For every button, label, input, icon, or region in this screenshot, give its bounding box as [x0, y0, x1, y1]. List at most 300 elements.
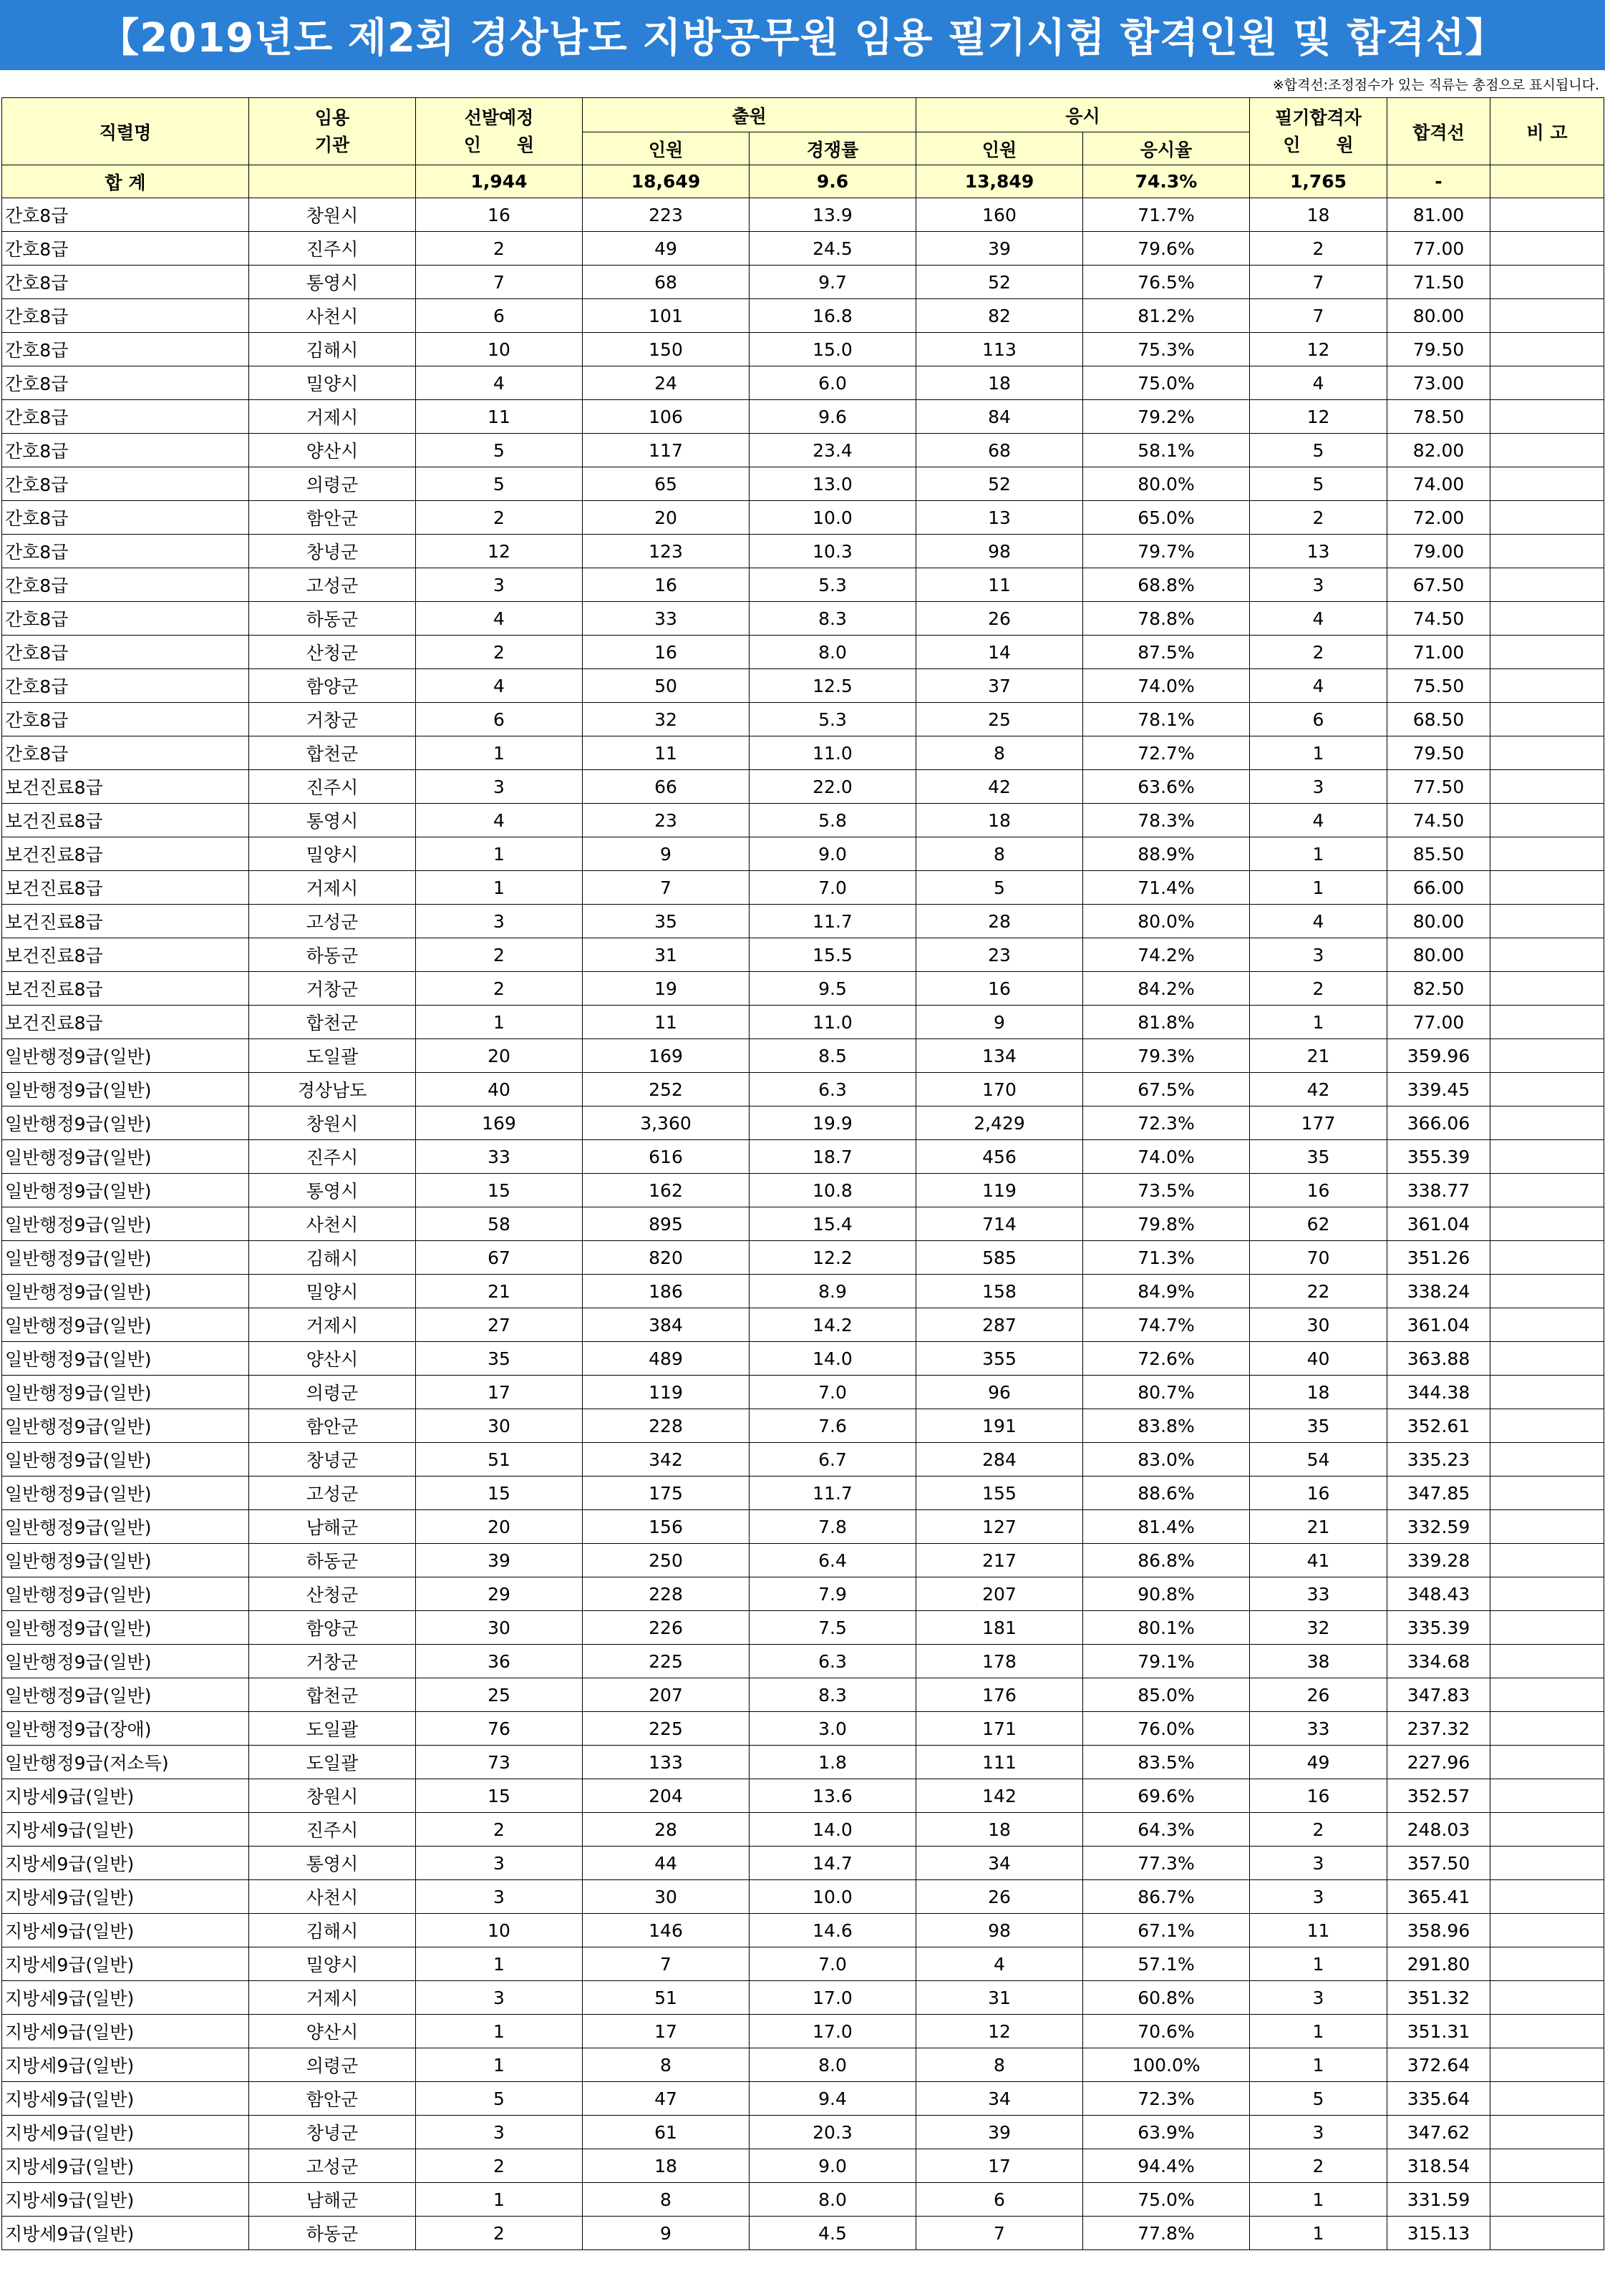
cell-job: 간호8급	[2, 535, 249, 568]
cell-remark	[1490, 2217, 1604, 2250]
cell-exam-rate: 84.9%	[1083, 1275, 1250, 1308]
cell-plan: 10	[416, 1914, 583, 1947]
cell-job: 지방세9급(일반)	[2, 2149, 249, 2183]
cell-org: 창녕군	[249, 1443, 416, 1477]
cell-exam-rate: 83.0%	[1083, 1443, 1250, 1477]
cell-cutoff: 74.50	[1387, 602, 1490, 636]
cell-apply-count: 16	[583, 568, 750, 602]
table-row	[2, 1477, 1604, 1510]
cell-apply-rate: 11.0	[750, 736, 916, 770]
table-row	[2, 1847, 1604, 1880]
cell-apply-count: 31	[583, 938, 750, 972]
cell-apply-rate: 9.0	[750, 837, 916, 871]
cell-exam-rate: 78.3%	[1083, 804, 1250, 837]
cell-apply-count: 342	[583, 1443, 750, 1477]
cell-pass: 62	[1250, 1207, 1387, 1241]
cell-pass: 2	[1250, 636, 1387, 669]
cell-remark	[1490, 198, 1604, 232]
cell-apply-count: 156	[583, 1510, 750, 1544]
total-apply-count: 18,649	[583, 165, 750, 198]
cell-org: 함안군	[249, 2082, 416, 2116]
cell-exam-rate: 83.5%	[1083, 1746, 1250, 1779]
cell-org: 밀양시	[249, 1947, 416, 1981]
table-row	[2, 2149, 1604, 2183]
cell-exam-rate: 88.9%	[1083, 837, 1250, 871]
cell-org: 함안군	[249, 501, 416, 535]
cell-org: 합천군	[249, 736, 416, 770]
cell-exam-rate: 72.3%	[1083, 1106, 1250, 1140]
cell-cutoff: 335.23	[1387, 1443, 1490, 1477]
cell-remark	[1490, 1443, 1604, 1477]
cell-org: 거창군	[249, 972, 416, 1006]
cell-exam-count: 9	[916, 1006, 1083, 1039]
cell-job: 일반행정9급(일반)	[2, 1275, 249, 1308]
cell-apply-rate: 8.3	[750, 1678, 916, 1712]
cell-job: 일반행정9급(일반)	[2, 1106, 249, 1140]
cell-org: 밀양시	[249, 366, 416, 400]
cell-org: 의령군	[249, 467, 416, 501]
cell-apply-rate: 6.4	[750, 1544, 916, 1577]
cell-job: 보건진료8급	[2, 972, 249, 1006]
cell-plan: 67	[416, 1241, 583, 1275]
cell-plan: 12	[416, 535, 583, 568]
cell-plan: 1	[416, 2048, 583, 2082]
cell-exam-count: 42	[916, 770, 1083, 804]
table-row	[2, 266, 1604, 299]
cell-remark	[1490, 1174, 1604, 1207]
cell-job: 보건진료8급	[2, 938, 249, 972]
table-row	[2, 2048, 1604, 2082]
cell-plan: 2	[416, 972, 583, 1006]
cell-exam-count: 96	[916, 1376, 1083, 1409]
cell-cutoff: 372.64	[1387, 2048, 1490, 2082]
table-row	[2, 535, 1604, 568]
cell-apply-rate: 15.0	[750, 333, 916, 366]
cell-apply-rate: 7.9	[750, 1577, 916, 1611]
cell-apply-count: 16	[583, 636, 750, 669]
cell-apply-count: 7	[583, 1947, 750, 1981]
cell-exam-count: 355	[916, 1342, 1083, 1376]
cell-exam-rate: 74.7%	[1083, 1308, 1250, 1342]
cell-pass: 35	[1250, 1409, 1387, 1443]
cell-org: 통영시	[249, 266, 416, 299]
cell-exam-count: 82	[916, 299, 1083, 333]
cell-apply-count: 44	[583, 1847, 750, 1880]
cell-apply-count: 66	[583, 770, 750, 804]
cell-cutoff: 80.00	[1387, 905, 1490, 938]
cell-pass: 3	[1250, 1880, 1387, 1914]
cell-apply-count: 204	[583, 1779, 750, 1813]
cell-exam-rate: 71.4%	[1083, 871, 1250, 905]
cell-job: 일반행정9급(일반)	[2, 1207, 249, 1241]
cell-pass: 7	[1250, 266, 1387, 299]
cell-remark	[1490, 1207, 1604, 1241]
cell-pass: 4	[1250, 804, 1387, 837]
cell-cutoff: 351.31	[1387, 2015, 1490, 2048]
cell-cutoff: 227.96	[1387, 1746, 1490, 1779]
cell-job: 지방세9급(일반)	[2, 2048, 249, 2082]
cell-org: 거창군	[249, 1645, 416, 1678]
cell-pass: 4	[1250, 366, 1387, 400]
cell-remark	[1490, 2116, 1604, 2149]
cell-plan: 16	[416, 198, 583, 232]
cell-exam-rate: 88.6%	[1083, 1477, 1250, 1510]
cell-remark	[1490, 1611, 1604, 1645]
cell-apply-count: 895	[583, 1207, 750, 1241]
cell-apply-rate: 19.9	[750, 1106, 916, 1140]
cell-job: 지방세9급(일반)	[2, 2183, 249, 2217]
cell-cutoff: 332.59	[1387, 1510, 1490, 1544]
cell-exam-rate: 70.6%	[1083, 2015, 1250, 2048]
cell-org: 남해군	[249, 2183, 416, 2217]
cell-cutoff: 77.50	[1387, 770, 1490, 804]
cell-plan: 4	[416, 602, 583, 636]
table-row	[2, 938, 1604, 972]
table-row	[2, 1880, 1604, 1914]
cell-exam-count: 14	[916, 636, 1083, 669]
cell-cutoff: 73.00	[1387, 366, 1490, 400]
cell-apply-rate: 14.6	[750, 1914, 916, 1947]
cell-exam-rate: 86.7%	[1083, 1880, 1250, 1914]
table-row	[2, 232, 1604, 266]
cell-job: 보건진료8급	[2, 871, 249, 905]
cell-exam-count: 142	[916, 1779, 1083, 1813]
cell-org: 거창군	[249, 703, 416, 736]
cell-exam-rate: 80.0%	[1083, 467, 1250, 501]
results-table	[1, 97, 1604, 2250]
cell-pass: 42	[1250, 1073, 1387, 1106]
cell-exam-rate: 67.1%	[1083, 1914, 1250, 1947]
cell-exam-rate: 80.0%	[1083, 905, 1250, 938]
cell-plan: 3	[416, 1981, 583, 2015]
table-row	[2, 1779, 1604, 1813]
cell-exam-rate: 79.7%	[1083, 535, 1250, 568]
cell-apply-count: 228	[583, 1409, 750, 1443]
cell-plan: 3	[416, 1880, 583, 1914]
cell-apply-rate: 23.4	[750, 434, 916, 467]
cell-job: 일반행정9급(일반)	[2, 1477, 249, 1510]
cell-remark	[1490, 232, 1604, 266]
cell-exam-rate: 81.8%	[1083, 1006, 1250, 1039]
cell-exam-rate: 67.5%	[1083, 1073, 1250, 1106]
cell-plan: 2	[416, 232, 583, 266]
cell-remark	[1490, 1477, 1604, 1510]
cutoff-note: ※합격선:조정점수가 있는 직류는 총점으로 표시됩니다.	[1272, 77, 1599, 93]
table-row	[2, 871, 1604, 905]
cell-exam-rate: 79.1%	[1083, 1645, 1250, 1678]
cell-apply-rate: 7.5	[750, 1611, 916, 1645]
cell-cutoff: 72.00	[1387, 501, 1490, 535]
cell-exam-rate: 90.8%	[1083, 1577, 1250, 1611]
cell-apply-count: 18	[583, 2149, 750, 2183]
cell-apply-rate: 22.0	[750, 770, 916, 804]
cell-plan: 1	[416, 2183, 583, 2217]
cell-org: 거제시	[249, 1981, 416, 2015]
cell-plan: 29	[416, 1577, 583, 1611]
cell-exam-count: 52	[916, 266, 1083, 299]
cell-remark	[1490, 2082, 1604, 2116]
cell-remark	[1490, 2149, 1604, 2183]
cell-exam-rate: 79.6%	[1083, 232, 1250, 266]
cell-job: 간호8급	[2, 501, 249, 535]
cell-apply-rate: 17.0	[750, 2015, 916, 2048]
table-row	[2, 1577, 1604, 1611]
cell-pass: 13	[1250, 535, 1387, 568]
table-row	[2, 1544, 1604, 1577]
cell-org: 양산시	[249, 2015, 416, 2048]
cell-pass: 1	[1250, 871, 1387, 905]
cell-apply-count: 19	[583, 972, 750, 1006]
cell-exam-count: 6	[916, 2183, 1083, 2217]
cell-org: 밀양시	[249, 837, 416, 871]
cell-org: 창원시	[249, 1779, 416, 1813]
cell-plan: 2	[416, 2217, 583, 2250]
cell-exam-rate: 86.8%	[1083, 1544, 1250, 1577]
cell-plan: 2	[416, 501, 583, 535]
cell-apply-count: 30	[583, 1880, 750, 1914]
cell-remark	[1490, 1914, 1604, 1947]
total-label: 합 계	[2, 165, 249, 198]
cell-apply-rate: 8.0	[750, 2048, 916, 2082]
cell-exam-rate: 72.6%	[1083, 1342, 1250, 1376]
table-row	[2, 2082, 1604, 2116]
cell-exam-rate: 84.2%	[1083, 972, 1250, 1006]
cell-org: 함양군	[249, 669, 416, 703]
cell-org: 고성군	[249, 1477, 416, 1510]
cell-cutoff: 79.50	[1387, 736, 1490, 770]
cell-pass: 6	[1250, 703, 1387, 736]
cell-cutoff: 68.50	[1387, 703, 1490, 736]
cell-exam-rate: 76.0%	[1083, 1712, 1250, 1746]
cell-plan: 33	[416, 1140, 583, 1174]
header-org-line1: 임용	[314, 107, 350, 128]
cell-cutoff: 339.45	[1387, 1073, 1490, 1106]
table-row	[2, 1510, 1604, 1544]
cell-apply-rate: 3.0	[750, 1712, 916, 1746]
cell-exam-count: 5	[916, 871, 1083, 905]
cell-apply-rate: 10.0	[750, 1880, 916, 1914]
cell-apply-count: 17	[583, 2015, 750, 2048]
cell-job: 간호8급	[2, 736, 249, 770]
cell-exam-rate: 79.3%	[1083, 1039, 1250, 1073]
cell-plan: 5	[416, 2082, 583, 2116]
cell-apply-rate: 6.0	[750, 366, 916, 400]
cell-job: 일반행정9급(일반)	[2, 1544, 249, 1577]
cell-exam-rate: 76.5%	[1083, 266, 1250, 299]
cell-apply-rate: 15.5	[750, 938, 916, 972]
cell-exam-count: 23	[916, 938, 1083, 972]
cell-exam-count: 127	[916, 1510, 1083, 1544]
cell-pass: 3	[1250, 568, 1387, 602]
table-row	[2, 568, 1604, 602]
cell-remark	[1490, 602, 1604, 636]
table-row	[2, 1981, 1604, 2015]
cell-plan: 2	[416, 636, 583, 669]
cell-remark	[1490, 501, 1604, 535]
cell-pass: 41	[1250, 1544, 1387, 1577]
cell-cutoff: 347.83	[1387, 1678, 1490, 1712]
cell-remark	[1490, 299, 1604, 333]
cell-cutoff: 357.50	[1387, 1847, 1490, 1880]
cell-pass: 7	[1250, 299, 1387, 333]
table-row	[2, 1039, 1604, 1073]
cell-apply-count: 65	[583, 467, 750, 501]
cell-exam-rate: 78.8%	[1083, 602, 1250, 636]
header-apply-rate: 경쟁률	[750, 132, 916, 165]
cell-cutoff: 348.43	[1387, 1577, 1490, 1611]
cell-job: 일반행정9급(일반)	[2, 1443, 249, 1477]
cell-job: 지방세9급(일반)	[2, 1847, 249, 1880]
cell-apply-count: 9	[583, 2217, 750, 2250]
cell-pass: 2	[1250, 1813, 1387, 1847]
cell-pass: 16	[1250, 1477, 1387, 1510]
table-row	[2, 1006, 1604, 1039]
cell-org: 의령군	[249, 1376, 416, 1409]
cell-org: 경상남도	[249, 1073, 416, 1106]
cell-apply-rate: 6.3	[750, 1073, 916, 1106]
cell-plan: 6	[416, 299, 583, 333]
cell-apply-count: 33	[583, 602, 750, 636]
cell-plan: 5	[416, 467, 583, 501]
cell-plan: 2	[416, 2149, 583, 2183]
table-row	[2, 2116, 1604, 2149]
cell-apply-count: 49	[583, 232, 750, 266]
cell-job: 일반행정9급(일반)	[2, 1645, 249, 1678]
cell-pass: 4	[1250, 905, 1387, 938]
cell-apply-count: 207	[583, 1678, 750, 1712]
cell-pass: 21	[1250, 1510, 1387, 1544]
cell-pass: 30	[1250, 1308, 1387, 1342]
cell-exam-count: 585	[916, 1241, 1083, 1275]
cell-pass: 54	[1250, 1443, 1387, 1477]
cell-job: 일반행정9급(일반)	[2, 1342, 249, 1376]
cell-apply-rate: 6.3	[750, 1645, 916, 1678]
cell-job: 간호8급	[2, 299, 249, 333]
table-header	[2, 98, 1604, 165]
cell-org: 합천군	[249, 1006, 416, 1039]
cell-remark	[1490, 1241, 1604, 1275]
cell-apply-count: 616	[583, 1140, 750, 1174]
cell-apply-count: 7	[583, 871, 750, 905]
cell-apply-count: 8	[583, 2183, 750, 2217]
total-exam-count: 13,849	[916, 165, 1083, 198]
cell-pass: 1	[1250, 1947, 1387, 1981]
cell-org: 통영시	[249, 1847, 416, 1880]
cell-exam-count: 160	[916, 198, 1083, 232]
table-row	[2, 366, 1604, 400]
cell-org: 사천시	[249, 1207, 416, 1241]
cell-pass: 12	[1250, 333, 1387, 366]
cell-exam-count: 68	[916, 434, 1083, 467]
cell-plan: 27	[416, 1308, 583, 1342]
header-job: 직렬명	[2, 98, 249, 165]
cell-pass: 3	[1250, 2116, 1387, 2149]
cell-remark	[1490, 467, 1604, 501]
cell-plan: 2	[416, 1813, 583, 1847]
cell-cutoff: 80.00	[1387, 299, 1490, 333]
cell-apply-rate: 24.5	[750, 232, 916, 266]
cell-apply-rate: 13.9	[750, 198, 916, 232]
cell-job: 간호8급	[2, 333, 249, 366]
cell-apply-rate: 7.0	[750, 1947, 916, 1981]
cell-remark	[1490, 1006, 1604, 1039]
cell-pass: 5	[1250, 467, 1387, 501]
cell-exam-rate: 78.1%	[1083, 703, 1250, 736]
cell-plan: 3	[416, 770, 583, 804]
cell-plan: 17	[416, 1376, 583, 1409]
cell-exam-rate: 79.8%	[1083, 1207, 1250, 1241]
cell-plan: 3	[416, 1847, 583, 1880]
cell-exam-rate: 79.2%	[1083, 400, 1250, 434]
cell-apply-count: 11	[583, 736, 750, 770]
table-row	[2, 1106, 1604, 1140]
cell-plan: 76	[416, 1712, 583, 1746]
cell-plan: 39	[416, 1544, 583, 1577]
cell-apply-rate: 8.0	[750, 636, 916, 669]
cell-apply-count: 223	[583, 198, 750, 232]
cell-remark	[1490, 1813, 1604, 1847]
cell-apply-count: 225	[583, 1712, 750, 1746]
cell-job: 일반행정9급(일반)	[2, 1611, 249, 1645]
cell-cutoff: 82.00	[1387, 434, 1490, 467]
cell-cutoff: 359.96	[1387, 1039, 1490, 1073]
cell-exam-count: 31	[916, 1981, 1083, 2015]
cell-org: 사천시	[249, 1880, 416, 1914]
cell-org: 도일괄	[249, 1746, 416, 1779]
cell-plan: 6	[416, 703, 583, 736]
cell-pass: 4	[1250, 669, 1387, 703]
cell-org: 고성군	[249, 2149, 416, 2183]
cell-cutoff: 248.03	[1387, 1813, 1490, 1847]
cell-plan: 51	[416, 1443, 583, 1477]
cell-cutoff: 71.50	[1387, 266, 1490, 299]
cell-apply-count: 384	[583, 1308, 750, 1342]
cell-remark	[1490, 2048, 1604, 2082]
cell-pass: 33	[1250, 1712, 1387, 1746]
cell-exam-count: 8	[916, 2048, 1083, 2082]
cell-job: 지방세9급(일반)	[2, 1779, 249, 1813]
cell-apply-rate: 5.3	[750, 568, 916, 602]
cell-exam-count: 52	[916, 467, 1083, 501]
cell-pass: 11	[1250, 1914, 1387, 1947]
cell-exam-rate: 87.5%	[1083, 636, 1250, 669]
cell-org: 양산시	[249, 434, 416, 467]
table-body	[2, 165, 1604, 2250]
cell-apply-rate: 4.5	[750, 2217, 916, 2250]
cell-cutoff: 352.57	[1387, 1779, 1490, 1813]
cell-job: 지방세9급(일반)	[2, 1914, 249, 1947]
cell-exam-count: 4	[916, 1947, 1083, 1981]
cell-org: 함안군	[249, 1409, 416, 1443]
cell-cutoff: 347.62	[1387, 2116, 1490, 2149]
cell-cutoff: 339.28	[1387, 1544, 1490, 1577]
cell-job: 간호8급	[2, 366, 249, 400]
cell-exam-rate: 81.4%	[1083, 1510, 1250, 1544]
cell-apply-rate: 11.7	[750, 1477, 916, 1510]
cell-job: 간호8급	[2, 400, 249, 434]
cell-job: 보건진료8급	[2, 905, 249, 938]
cell-pass: 26	[1250, 1678, 1387, 1712]
cell-apply-rate: 15.4	[750, 1207, 916, 1241]
cell-job: 간호8급	[2, 669, 249, 703]
cell-exam-rate: 63.9%	[1083, 2116, 1250, 2149]
table-row	[2, 2217, 1604, 2250]
cell-cutoff: 335.64	[1387, 2082, 1490, 2116]
cell-pass: 2	[1250, 501, 1387, 535]
table-row	[2, 1174, 1604, 1207]
cell-remark	[1490, 636, 1604, 669]
cell-apply-rate: 13.0	[750, 467, 916, 501]
